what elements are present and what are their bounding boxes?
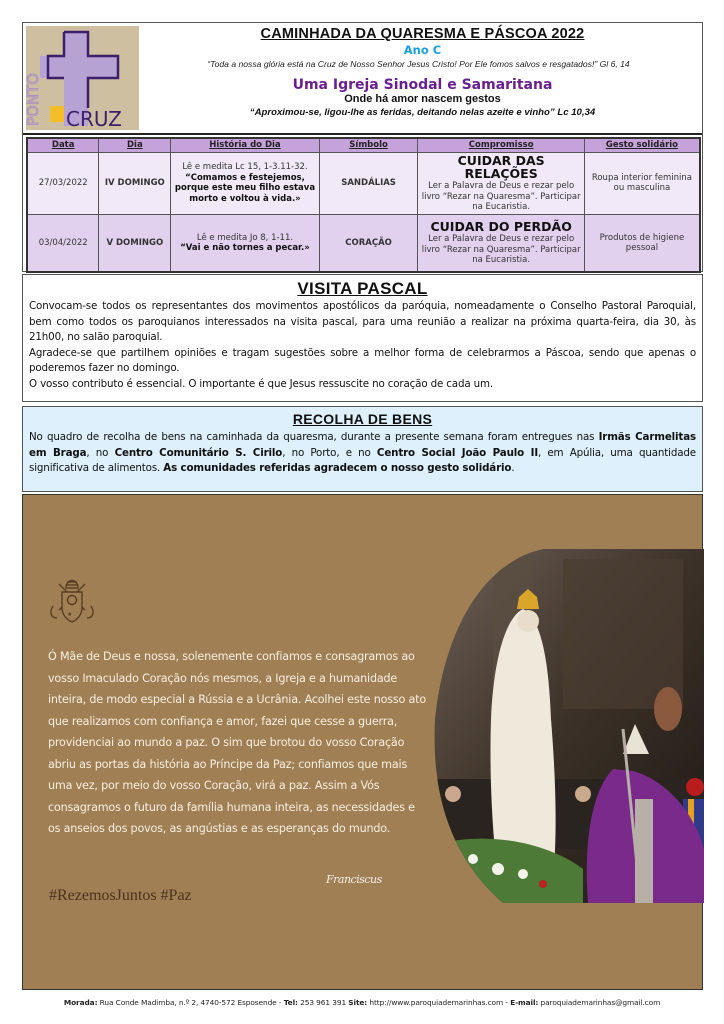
svg-text:★: ★ bbox=[67, 611, 73, 618]
col-header-gesto: Gesto solidário bbox=[584, 138, 700, 152]
footer-contact bbox=[0, 998, 724, 1007]
compromisso-title: CUIDAR DAS RELAÇÕES bbox=[457, 152, 545, 182]
historia-quote: “Vai e não tornes a pecar.» bbox=[180, 243, 310, 254]
signature-franciscus: Franciscus bbox=[326, 873, 382, 886]
address-label: Morada: bbox=[63, 998, 98, 1007]
cell-historia bbox=[171, 214, 319, 272]
recolha-text-2: , no bbox=[86, 446, 115, 459]
recolha-text-5: . bbox=[511, 462, 515, 474]
cell-dia: V DOMINGO bbox=[99, 214, 171, 272]
recolha-paragraph bbox=[29, 430, 696, 477]
hashtags: #RezemosJuntos #Paz bbox=[49, 887, 192, 904]
logo-cruz-text: CRUZ bbox=[66, 107, 122, 131]
email-link[interactable]: paroquiademarinhas@gmail.com bbox=[538, 998, 661, 1007]
col-header-historia: História do Dia bbox=[171, 138, 319, 152]
recolha-bold-4: As comunidades referidas agradecem o nosso gesto solidário bbox=[163, 462, 512, 474]
logo-ponto-text: PONTO bbox=[24, 72, 42, 126]
tel-label: Tel: bbox=[283, 998, 298, 1007]
header-divider bbox=[23, 133, 702, 135]
recolha-bold-1: Irmãs Carmelitas em Braga bbox=[29, 431, 696, 459]
col-header-simbolo: Símbolo bbox=[319, 138, 418, 152]
page-title: CAMINHADA DA QUARESMA E PÁSCOA 2022 bbox=[260, 26, 585, 42]
schedule-table bbox=[26, 137, 701, 273]
cell-gesto: Roupa interior feminina ou masculina bbox=[584, 152, 700, 214]
header-subtitle-2: Onde há amor nascem gestos bbox=[344, 93, 501, 105]
historia-ref: Lê e medita Jo 8, 1-11. bbox=[196, 232, 294, 243]
ponto-cruz-logo bbox=[26, 26, 139, 130]
header-quote-1: “Toda a nossa glória está na Cruz de Nosso Senhor Jesus Cristo! Por Ele fomos salvos e resgatados!” Gl 6, 14 bbox=[207, 59, 630, 69]
papal-coat-of-arms-icon bbox=[45, 570, 99, 630]
col-header-dia: Dia bbox=[99, 138, 171, 152]
tel-value: 253 961 391 bbox=[297, 998, 349, 1007]
header-text bbox=[143, 23, 702, 131]
cell-data: 27/03/2022 bbox=[27, 152, 99, 214]
visita-paragraph-3: O vosso contributo é essencial. O importante é que Jesus ressuscite no coração de cada um. bbox=[29, 377, 494, 390]
cell-historia bbox=[171, 152, 319, 214]
cell-simbolo: CORAÇÃO bbox=[319, 214, 418, 272]
recolha-title: RECOLHA DE BENS bbox=[292, 411, 433, 427]
header-box bbox=[22, 22, 703, 272]
recolha-text-3: , no Porto, e no bbox=[282, 446, 377, 459]
col-header-compromisso: Compromisso bbox=[418, 138, 584, 152]
compromisso-title: CUIDAR DO PERDÃO bbox=[430, 219, 572, 235]
cross-logo-icon bbox=[26, 26, 139, 130]
site-label: Site: bbox=[348, 998, 368, 1007]
compromisso-text: Ler a Palavra de Deus e rezar pelo livro “Rezar na Quaresma”. Participar na Eucaristia. bbox=[421, 181, 581, 213]
site-link[interactable]: http://www.paroquiademarinhas.com - bbox=[367, 998, 511, 1007]
cell-data: 03/04/2022 bbox=[27, 214, 99, 272]
table-row bbox=[27, 152, 700, 214]
compromisso-text: Ler a Palavra de Deus e rezar pelo livro “Rezar na Quaresma”. Participar na Eucaristia. bbox=[421, 234, 581, 266]
recolha-bold-2: Centro Comunitário S. Cirilo bbox=[114, 446, 283, 459]
header-quote-2: “Aproximou-se, ligou-lhe as feridas, deitando nelas azeite e vinho” Lc 10,34 bbox=[249, 107, 596, 118]
visita-pascal-section bbox=[22, 274, 703, 402]
cell-gesto: Produtos de higiene pessoal bbox=[584, 214, 700, 272]
col-header-data: Data bbox=[27, 138, 99, 152]
cell-compromisso bbox=[418, 152, 584, 214]
consecration-prayer: Ó Mãe de Deus e nossa, solenemente confiamos e consagramos ao vosso Imaculado Coração nós mesmos, a Igreja e a humanidade inteira, de modo especial a Rússia e a Ucrânia. Acolhei este nosso ato que realizamos com confiança e amor, fazei que cesse a guerra, providenciai ao mundo a paz. O sim que brotou do vosso Coração abriu as portas da história ao Príncipe da Paz; confiamos que mais uma vez, por meio do vosso Coração, virá a paz. Assim a Vós consagramos o futuro da família humana inteira, as necessidades e os anseios dos povos, as angústias e as esperanças do mundo. bbox=[48, 650, 426, 835]
email-label: E-mail: bbox=[510, 998, 539, 1007]
recolha-bold-3: Centro Social João Paulo II bbox=[376, 446, 538, 459]
visita-paragraph-2: Agradece-se que partilhem opiniões e tragam sugestões sobre a melhor forma de celebrarmos a Páscoa, sendo que apenas o poderemos fazer no domingo. bbox=[29, 346, 696, 374]
cell-simbolo: SANDÁLIAS bbox=[319, 152, 418, 214]
header-subtitle: Uma Igreja Sinodal e Samaritana bbox=[292, 77, 553, 93]
historia-quote: “Comamos e festejemos, porque este meu filho estava morto e voltou à vida.» bbox=[174, 172, 316, 204]
recolha-text-1: No quadro de recolha de bens na caminhada da quaresma, durante a presente semana foram entregues nas bbox=[29, 431, 599, 443]
historia-ref: Lê e medita Lc 15, 1-3.11-32. bbox=[182, 161, 308, 172]
recolha-section bbox=[22, 406, 703, 492]
year-label: Ano C bbox=[403, 43, 442, 57]
address-value: Rua Conde Madimba, n.º 2, 4740-572 Esposende - bbox=[97, 998, 284, 1007]
table-header-row bbox=[27, 138, 700, 152]
consecration-panel bbox=[22, 494, 703, 990]
recolha-text-4: , em Apúlia, uma quantidade significativa de alimentos. bbox=[29, 446, 696, 474]
visita-pascal-title: VISITA PASCAL bbox=[297, 279, 428, 298]
table-row bbox=[27, 214, 700, 272]
cell-compromisso bbox=[418, 214, 584, 272]
cell-dia: IV DOMINGO bbox=[99, 152, 171, 214]
visita-paragraph-1: Convocam-se todos os representantes dos movimentos apostólicos da paróquia, nomeadamente o Conselho Pastoral Paroquial, bem como todos os paroquianos interessados na visita pascal, para uma reunião a realizar na próxima quarta-feira, dia 30, às 21h00, no salão paroquial. bbox=[29, 300, 696, 343]
